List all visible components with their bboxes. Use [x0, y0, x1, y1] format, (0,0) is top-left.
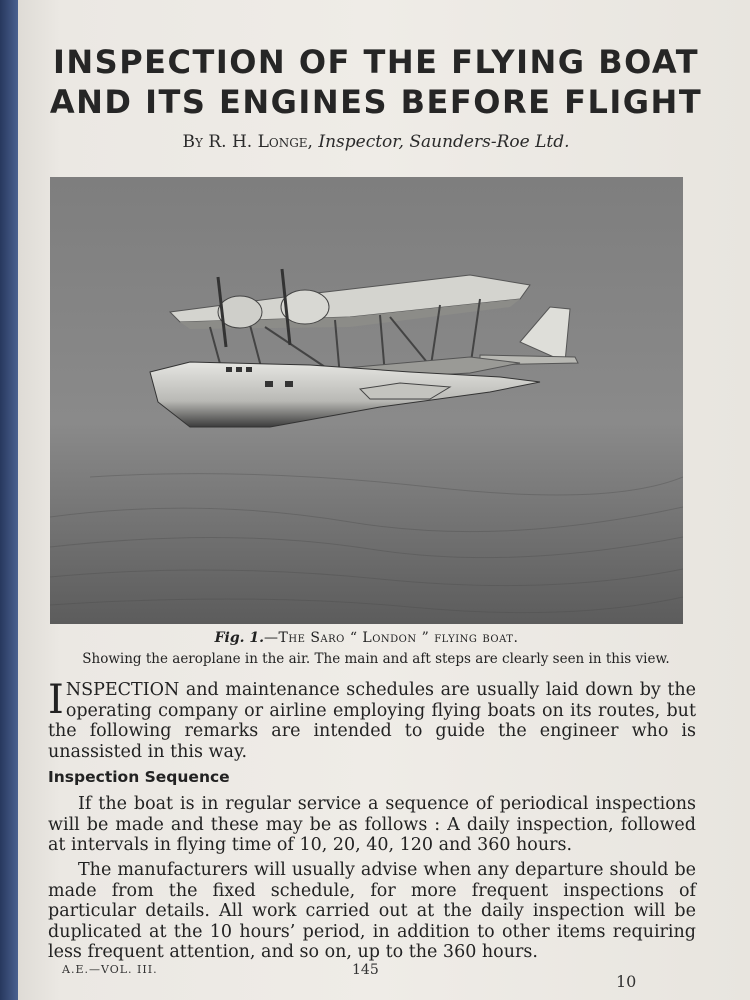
sheet-number: 10 — [616, 972, 637, 991]
intro-paragraph — [48, 677, 696, 762]
figure-label: Fig. 1. — [214, 630, 265, 646]
byline-prefix: By — [182, 132, 203, 152]
section-heading: Inspection Sequence — [48, 768, 230, 786]
manufacturer-advice-paragraph: The manufacturers will usually advise when any departure should be made from the fixed schedule, for more frequent inspections of particular details. All work carried out at the daily inspection will be duplicated at the 10 hours’ period, in addition to other items requiring less frequent attention, and so on, up to the 360 hours. — [48, 860, 696, 962]
byline — [46, 132, 706, 152]
inspection-sequence-paragraph: If the boat is in regular service a sequence of periodical inspections will be made and these may be as follows : A daily inspection, followed at intervals in flying time of 10, 20, 40, 120 and 360 hours. — [48, 794, 696, 855]
author-name: R. H. Longe, — [208, 132, 313, 152]
author-role: Inspector, Saunders-Roe Ltd. — [318, 132, 570, 152]
article-title — [46, 42, 706, 122]
figure-caption-text: Showing the aeroplane in the air. The main and aft steps are clearly seen in this view. — [82, 651, 670, 667]
drop-cap: I — [48, 677, 64, 723]
page-number: 145 — [352, 962, 379, 978]
volume-label: A.E.—VOL. III. — [62, 963, 158, 976]
figure-caption-title — [50, 630, 683, 646]
figure-caption-heading: —The Saro “ London ” flying boat. — [264, 630, 519, 646]
flying-boat-photo — [50, 177, 683, 624]
title-line-2: AND ITS ENGINES BEFORE FLIGHT — [49, 83, 703, 121]
page-binding-edge — [0, 0, 18, 1000]
flying-boat-illustration — [50, 177, 683, 624]
title-line-1: INSPECTION OF THE FLYING BOAT — [52, 43, 700, 81]
intro-paragraph-text: NSPECTION and maintenance schedules are usually laid down by the operating company or airline employing flying boats on its routes, but the following remarks are intended to guide the engineer who is unassisted in this way. — [48, 680, 696, 762]
